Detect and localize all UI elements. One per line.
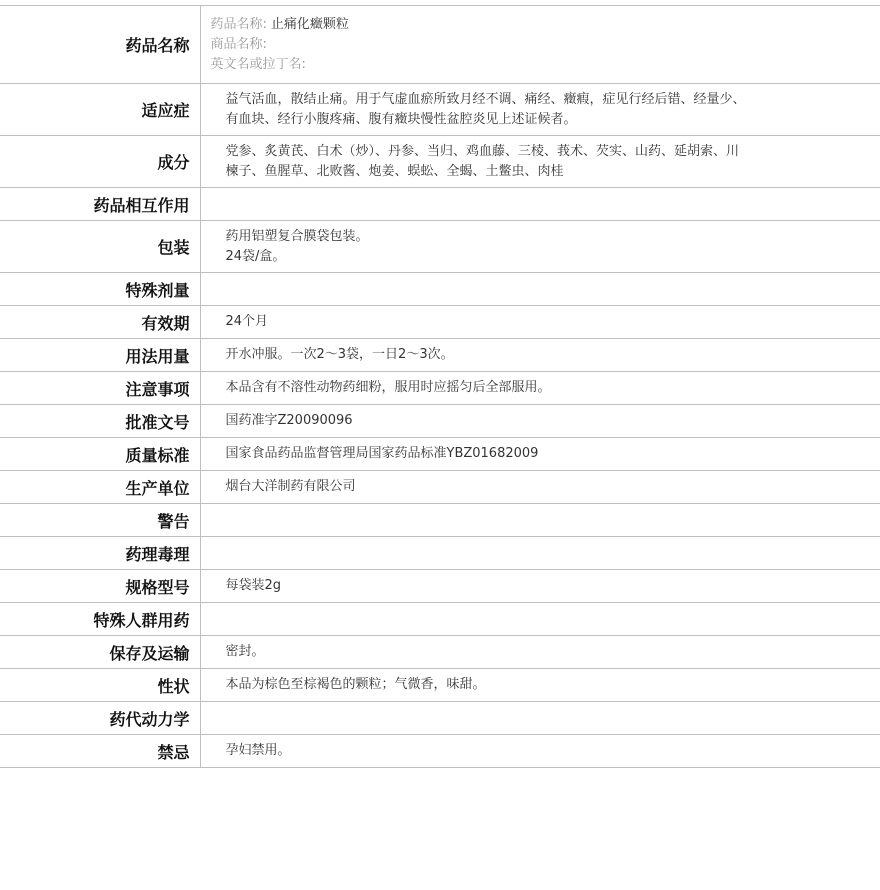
- table-row: [0, 306, 880, 339]
- table-row: [0, 570, 880, 603]
- value-line: 益气活血，散结止痛。用于气虚血瘀所致月经不调、痛经、癥瘕，症见行经后错、经量少、: [225, 91, 746, 107]
- drug-info-body: [0, 6, 880, 768]
- table-row: [0, 735, 880, 768]
- row-value: [200, 221, 880, 273]
- row-label: 质量标准: [0, 438, 200, 471]
- table-row: [0, 537, 880, 570]
- generic-name-line: [211, 15, 791, 35]
- table-row: [0, 221, 880, 273]
- row-label: 药品相互作用: [0, 188, 200, 221]
- row-label: 注意事项: [0, 372, 200, 405]
- value-line: 药用铝塑复合膜袋包装。: [225, 228, 369, 244]
- row-label: 包装: [0, 221, 200, 273]
- row-value: [200, 306, 880, 339]
- generic-name-value: 止痛化癥颗粒: [270, 16, 349, 32]
- row-label: 有效期: [0, 306, 200, 339]
- table-row: [0, 504, 880, 537]
- drug-info-table: [0, 5, 880, 768]
- row-label: 性状: [0, 669, 200, 702]
- row-value: [200, 471, 880, 504]
- row-label: 用法用量: [0, 339, 200, 372]
- value-line: 国家食品药品监督管理局国家药品标准YBZ01682009: [225, 446, 539, 461]
- table-row: [0, 84, 880, 136]
- row-value: [200, 636, 880, 669]
- row-value: [200, 339, 880, 372]
- value-line: 孕妇禁用。: [225, 743, 291, 758]
- row-drug-names: [0, 6, 880, 84]
- value-line: 有血块、经行小腹疼痛、腹有癥块慢性盆腔炎见上述证候者。: [225, 111, 577, 127]
- row-value: [200, 702, 880, 735]
- generic-name-label: 药品名称:: [210, 16, 267, 32]
- row-label: 药理毒理: [0, 537, 200, 570]
- row-value: [200, 136, 880, 188]
- row-label: 成分: [0, 136, 200, 188]
- row-value: [200, 537, 880, 570]
- row-value: [200, 438, 880, 471]
- row-value: [200, 570, 880, 603]
- table-row: [0, 471, 880, 504]
- english-name-line: [211, 55, 791, 75]
- value-line: 国药准字Z20090096: [225, 413, 353, 428]
- row-label: 禁忌: [0, 735, 200, 768]
- table-row: [0, 136, 880, 188]
- row-value: [200, 603, 880, 636]
- row-value: [200, 735, 880, 768]
- table-row: [0, 603, 880, 636]
- drug-names-cell: [200, 6, 880, 84]
- row-label: 药品名称: [0, 6, 200, 84]
- value-line: 党参、炙黄芪、白术（炒）、丹参、当归、鸡血藤、三棱、莪术、芡实、山药、延胡索、川: [225, 143, 740, 159]
- row-label: 药代动力学: [0, 702, 200, 735]
- table-row: [0, 339, 880, 372]
- value-line: 本品含有不溶性动物药细粉，服用时应摇匀后全部服用。: [225, 380, 551, 395]
- table-row: [0, 372, 880, 405]
- row-label: 批准文号: [0, 405, 200, 438]
- value-line: 每袋装2g: [225, 578, 282, 593]
- row-value: [200, 273, 880, 306]
- value-line: 密封。: [225, 644, 265, 659]
- row-value: [200, 372, 880, 405]
- table-row: [0, 669, 880, 702]
- row-value: [200, 188, 880, 221]
- row-label: 保存及运输: [0, 636, 200, 669]
- english-name-label: 英文名或拉丁名:: [210, 56, 306, 72]
- row-label: 警告: [0, 504, 200, 537]
- row-label: 特殊剂量: [0, 273, 200, 306]
- row-value: [200, 405, 880, 438]
- value-line: 楝子、鱼腥草、北败酱、炮姜、蜈蚣、全蝎、土鳖虫、肉桂: [225, 163, 564, 179]
- table-row: [0, 273, 880, 306]
- value-line: 烟台大洋制药有限公司: [225, 479, 356, 494]
- value-line: 24个月: [225, 314, 269, 329]
- trade-name-label: 商品名称:: [210, 36, 267, 52]
- value-line: 24袋/盒。: [225, 248, 286, 264]
- table-row: [0, 438, 880, 471]
- table-row: [0, 188, 880, 221]
- table-row: [0, 702, 880, 735]
- table-row: [0, 405, 880, 438]
- row-value: [200, 669, 880, 702]
- row-label: 特殊人群用药: [0, 603, 200, 636]
- trade-name-line: [211, 35, 791, 55]
- row-label: 适应症: [0, 84, 200, 136]
- row-label: 生产单位: [0, 471, 200, 504]
- row-value: [200, 504, 880, 537]
- value-line: 本品为棕色至棕褐色的颗粒；气微香，味甜。: [225, 677, 486, 692]
- value-line: 开水冲服。一次2～3袋，一日2～3次。: [225, 347, 454, 362]
- table-row: [0, 636, 880, 669]
- row-value: [200, 84, 880, 136]
- row-label: 规格型号: [0, 570, 200, 603]
